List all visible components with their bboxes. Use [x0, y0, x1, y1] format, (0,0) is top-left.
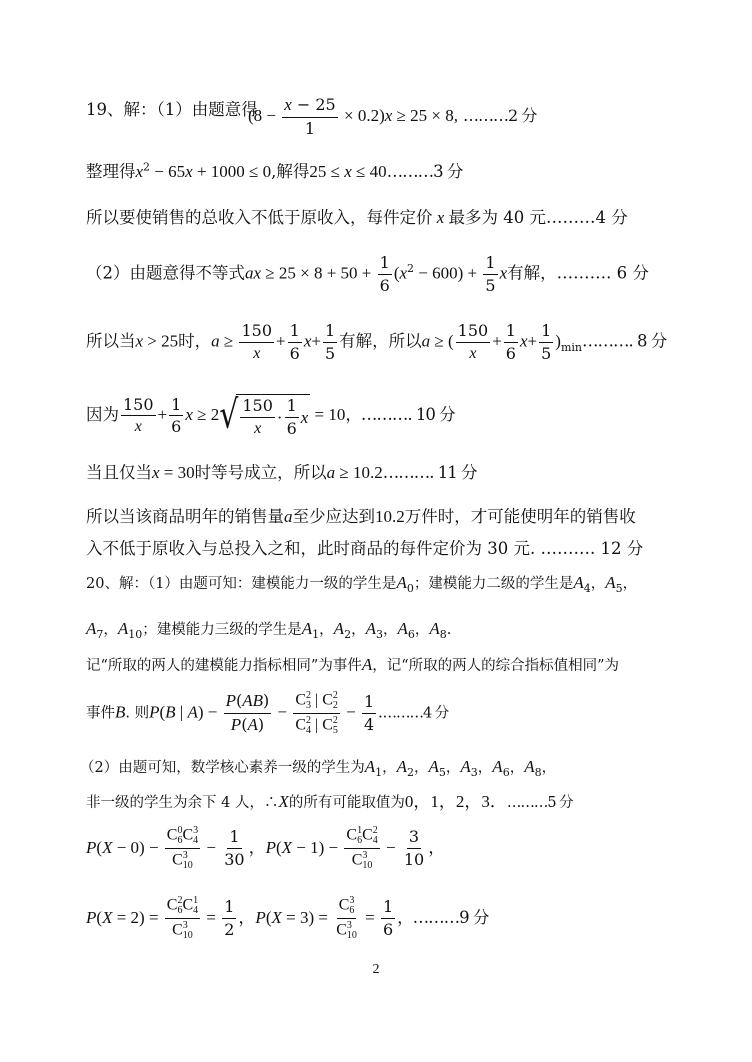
- q20-line-1: 20、解：（1）由题可知：建模能力一级的学生是$A_0$；建模能力二级的学生是$A_4$，$A_5$，: [86, 573, 638, 595]
- q19-line-9: [86, 541, 643, 558]
- q19-eq1-render: (8 − $\frac{x - 25}{1}$ × 0.2)x ≥ 25 × 8, ………2 分: [248, 95, 537, 138]
- q20-l3: 记“所取的两人的建模能力指标相同”为事件: [86, 658, 362, 674]
- q19-score-8: ………. 8 分: [582, 331, 667, 351]
- q19-line-3: 所以要使销售的总收入不低于原收入，每件定价 x 最多为 40 元………4 分: [86, 208, 628, 227]
- q19-line-7: 当且仅当x = 30时等号成立，所以a ≥ 10.2………. 11 分: [86, 463, 477, 482]
- q20-line-8: P(X = 2) = C 2 6 C 1 4 C 3 10 = $\frac{1}{2}$ ，P(X = 3) = C 3 6 C 3 10 = $\frac{1}{6}$ ，………9 分: [86, 895, 489, 941]
- q20-line-5: （2）由题可知，数学核心素养一级的学生为$A_1$，$A_2$，$A_5$，$A_3$，$A_6$，$A_8$，: [80, 757, 557, 779]
- q19-l9-text: 入不低于原收入与总投入之和，此时商品的每件定价为 30 元. ………. 12 分: [86, 539, 644, 558]
- page-number: 2: [372, 962, 380, 977]
- q19-line-8: 所以当该商品明年的销售量a至少应达到10.2万件时，才可能使明年的销售收: [86, 507, 636, 526]
- q19-l3-text2: 最多为 40 元………4 分: [448, 208, 628, 227]
- q20-l2b: ；建模能力三级的学生是: [142, 622, 302, 638]
- q19-l5-mid: 时，: [178, 331, 212, 351]
- q20-line-3: 记“所取的两人的建模能力指标相同”为事件A，记“所取的两人的综合指标值相同”为: [86, 655, 620, 674]
- q20-line-7: P(X − 0) − C 0 6 C 3 4 C 3 10 − $\frac{1}{30}$ ，P(X − 1) − C 1 6 C 2 4 C 3 10 − $\frac{3}{10}$ ，: [86, 825, 446, 871]
- q20-l1: 20、解：（1）由题可知：建模能力一级的学生是: [86, 576, 397, 592]
- q19-score-10: ，………. 10 分: [345, 405, 455, 425]
- q20-line-4: 事件B. 则P(B | A) − $\frac{P(AB)}{P(A)}$ − C 2 3 | C 2 2 C 2 4 | C 2 5 − $\frac{1}{4}$ .………4 分: [86, 690, 449, 736]
- q19-score-3: ………3 分: [386, 162, 463, 181]
- q19-l7-mid: 时等号成立，所以: [194, 463, 327, 482]
- q19-l2-text: 整理得: [86, 162, 136, 181]
- q19-score-11: ………. 11 分: [382, 463, 477, 482]
- q20-line-2: $A_7$，$A_{10}$；建模能力三级的学生是$A_1$，$A_2$，$A_3$，$A_6$，$A_8$.: [86, 619, 452, 641]
- q19-line-2: 整理得$x^2 - 65x + 1000 \le 0$,解得25 ≤ x ≤ 40………3 分: [86, 160, 463, 181]
- q20-score-9: ，………9 分: [397, 908, 489, 927]
- q19-score-2: ………2 分: [463, 106, 537, 126]
- q20-l3b: ，记“所取的两人的综合指标值相同”为: [372, 658, 620, 674]
- q19-part1-intro: 19、解：（1）由题意得: [86, 100, 258, 119]
- q20-l4a: 事件: [86, 705, 115, 722]
- q20-l5: （2）由题可知，数学核心素养一级的学生为: [80, 760, 365, 776]
- q19-l8-text1: 所以当该商品明年的销售量: [86, 507, 284, 526]
- q19-l5-mid2: 有解，所以: [339, 331, 422, 351]
- q19-l4-suffix: 有解，………. 6 分: [507, 263, 649, 283]
- q19-line-5: 所以当x > 25时，a ≥ $\frac{150}{x}$ + $\frac{1}{6}$ x+ $\frac{1}{5}$ 有解，所以a ≥ ( $\frac{150}{x}$ + $\frac{1}{6}$ x+ $\frac{1}{5}$ )$_{min}\dots\dots\dots$. 8 分: [86, 321, 667, 363]
- q19-l6-prefix: 因为: [86, 405, 119, 425]
- q20-score-4: ………4 分: [382, 705, 449, 722]
- q19-l3-text: 所以要使销售的总收入不低于原收入，每件定价: [86, 208, 433, 227]
- q20-l1b: ；建模能力二级的学生是: [413, 576, 574, 592]
- q19-line-4: （2）由题意得不等式ax ≥ 25 × 8 + 50 + $\frac{1}{6}$ $(x^2 - 600)$ + $\frac{1}{5}$ x有解，………. 6 分: [86, 253, 649, 295]
- q19-l8-text3: 万件时，才可能使明年的销售收: [404, 507, 636, 526]
- q20-l6b: 的所有可能取值为: [288, 795, 405, 811]
- q20-l4b: . 则: [125, 705, 150, 722]
- q19-l2-mid: ,解得: [271, 162, 310, 181]
- q19-l8-text2: 至少应达到: [292, 507, 375, 526]
- q19-l5-prefix: 所以当: [86, 331, 136, 351]
- q19-l4-prefix: （2）由题意得不等式: [86, 263, 245, 283]
- q20-score-5: ………5 分: [506, 795, 573, 811]
- q20-line-6: 非一级的学生为余下 4 人，∴X的所有可能取值为0，1，2，3．………5 分: [86, 792, 573, 811]
- q20-l6a: 非一级的学生为余下 4 人，∴: [86, 795, 279, 811]
- q19-l7-prefix: 当且仅当: [86, 463, 152, 482]
- q19-line-6: 因为 $\frac{150}{x}$ + $\frac{1}{6}$ x ≥ 2 √ $\frac{150}{x}$ · $\frac{1}{6}$ x = 10，………. 10 分: [86, 392, 455, 438]
- q19-line-1: [86, 102, 258, 119]
